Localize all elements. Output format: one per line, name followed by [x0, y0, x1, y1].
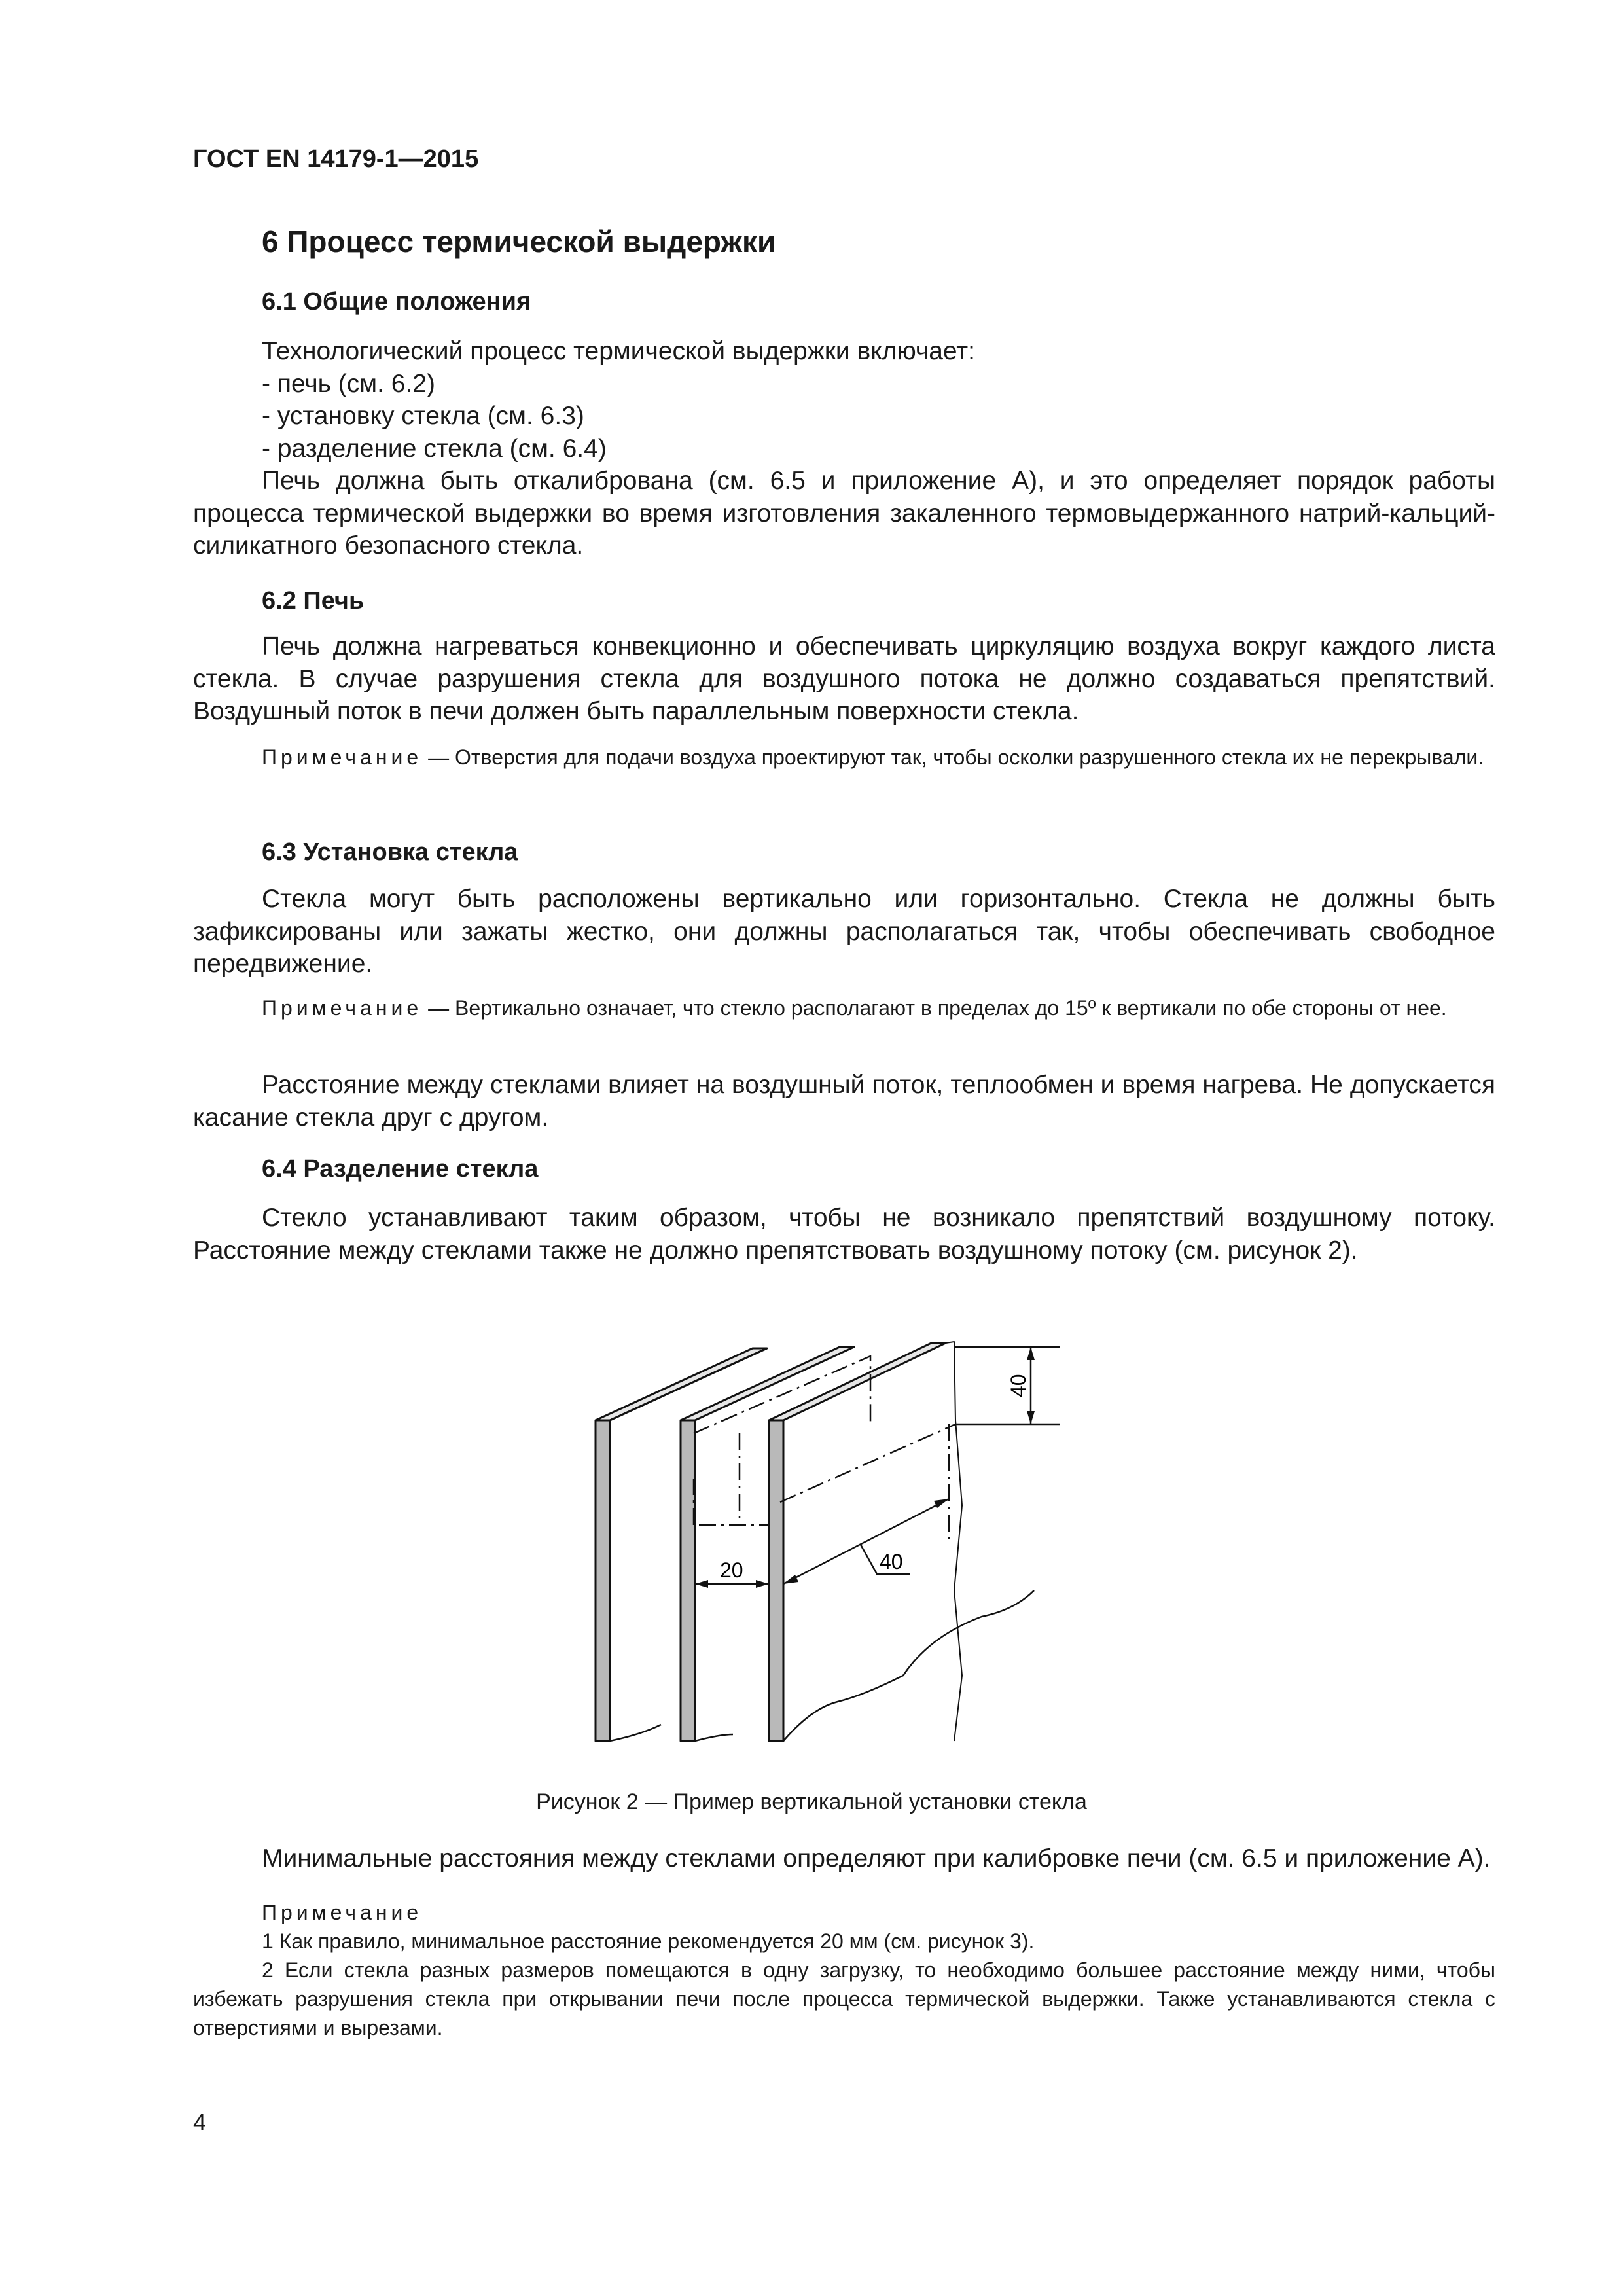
section-6-3-note	[193, 994, 1495, 1022]
section-6-4-paragraph: Стекло устанавливают таким образом, чтобы не возникало препятствий воздушному потоку. Расстояние между стеклами также не должно препятствовать воздушному потоку (см. рисунок 2).	[193, 1204, 1495, 1265]
section-6-2-body	[193, 630, 1495, 728]
note-label: Примечание	[262, 996, 423, 1020]
section-6-3-paragraph-2: Расстояние между стеклами влияет на воздушный поток, теплообмен и время нагрева. Не допускается касание стекла друг с другом.	[193, 1071, 1495, 1132]
section-6-3-paragraph: Стекла могут быть расположены вертикально или горизонтально. Стекла не должны быть зафиксированы или зажаты жестко, они должны располагаться так, чтобы обеспечивать свободное передвижение.	[193, 885, 1495, 978]
section-6-1-body	[193, 335, 1495, 562]
dim-arrow	[695, 1580, 708, 1588]
document-header: ГОСТ EN 14179-1—2015	[193, 145, 479, 173]
section-6-2-title: 6.2 Печь	[262, 587, 365, 615]
section-6-1-paragraph: Печь должна быть откалибрована (см. 6.5 и приложение А), и это определяет порядок работы процесса термической выдержки во время изготовления закаленного термовыдержанного натрий-кальций-силикатного безопасного стекла.	[193, 467, 1495, 560]
glass-panel-2-edge	[681, 1420, 695, 1741]
center-line	[695, 1439, 769, 1525]
section-6-1-intro: Технологический процесс термической выдержки включает:	[262, 337, 975, 365]
list-item: - печь (см. 6.2)	[262, 369, 435, 398]
section-6-title: 6 Процесс термической выдержки	[262, 224, 776, 259]
list-item: - установку стекла (см. 6.3)	[262, 402, 584, 430]
section-6-1-title: 6.1 Общие положения	[262, 288, 531, 315]
glass-panel-3-top	[769, 1343, 946, 1420]
page-number: 4	[193, 2109, 207, 2136]
section-6-4-paragraph-2: Минимальные расстояния между стеклами определяют при калибровке печи (см. 6.5 и приложение А).	[262, 1844, 1491, 1873]
section-6-3-body	[193, 883, 1495, 980]
dim-arrow	[783, 1575, 798, 1584]
background-break-line	[783, 1590, 1034, 1741]
glass-panel-3-right-edge	[946, 1342, 962, 1741]
glass-panel-1-edge	[596, 1420, 610, 1741]
note-2: 2 Если стекла разных размеров помещаются в одну загрузку, то необходимо большее расстояние между ними, чтобы избежать разрушения стекла при открывании печи после процесса термической выдержки. Также устанавливаются стекла с отверстиями и вырезами.	[193, 1958, 1495, 2039]
note-label: Примечание	[262, 745, 423, 769]
section-6-3-title: 6.3 Установка стекла	[262, 838, 518, 866]
dim-depth-label: 40	[880, 1550, 903, 1573]
section-6-4-notes	[193, 1898, 1495, 2042]
dim-arrow	[1027, 1411, 1035, 1424]
section-6-2-paragraph: Печь должна нагреваться конвекционно и обеспечивать циркуляцию воздуха вокруг каждого листа стекла. В случае разрушения стекла для воздушного потока не должно создаваться препятствий. Воздушный поток в печи должен быть параллельным поверхности стекла.	[193, 632, 1495, 725]
section-6-4-title: 6.4 Разделение стекла	[262, 1155, 539, 1183]
dim-depth-line	[783, 1499, 949, 1584]
dim-vertical-label: 40	[1007, 1374, 1030, 1397]
dim-gap-label: 20	[720, 1558, 743, 1582]
dim-arrow	[1027, 1347, 1035, 1360]
section-6-2-note	[193, 743, 1495, 772]
glass-panel-2-top	[681, 1347, 854, 1420]
section-6-4-body	[193, 1202, 1495, 1266]
note-1: 1 Как правило, минимальное расстояние рекомендуется 20 мм (см. рисунок 3).	[262, 1929, 1035, 1953]
dim-arrow	[934, 1499, 949, 1508]
section-6-4-body-2	[193, 1842, 1495, 1875]
notes-label: Примечание	[262, 1901, 423, 1924]
figure-2-caption: Рисунок 2 — Пример вертикальной установки стекла	[536, 1789, 1087, 1814]
dim-arrow	[756, 1580, 769, 1588]
list-item: - разделение стекла (см. 6.4)	[262, 434, 607, 463]
glass-panel-3-edge	[769, 1420, 783, 1741]
figure-2-glass-setup	[563, 1283, 1139, 1780]
note-text: — Вертикально означает, что стекло располагают в пределах до 15º к вертикали по обе стороны от нее.	[422, 996, 1447, 1020]
note-text: — Отверстия для подачи воздуха проектируют так, чтобы осколки разрушенного стекла их не перекрывали.	[422, 745, 1484, 769]
section-6-3-body-2	[193, 1069, 1495, 1134]
background-break-line-2	[610, 1725, 733, 1741]
center-line	[780, 1424, 955, 1502]
glass-panel-1-face	[610, 1348, 767, 1420]
